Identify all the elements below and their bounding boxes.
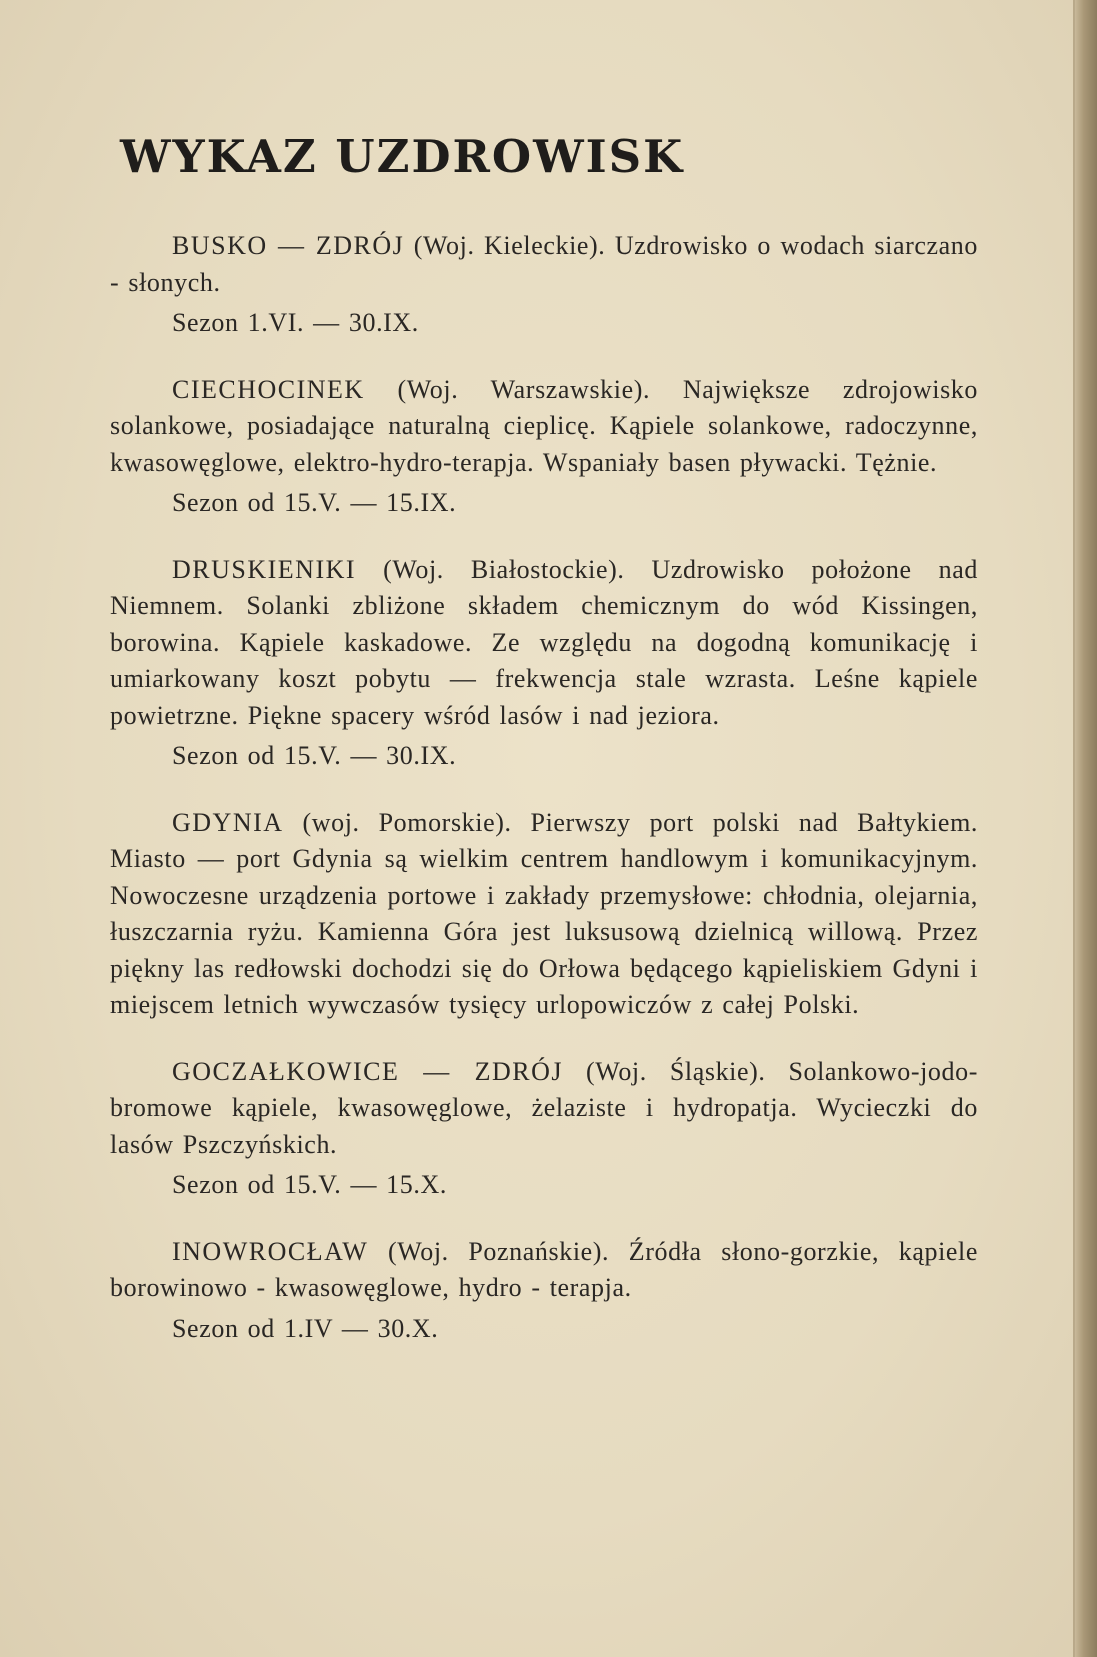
spa-description [110, 1054, 978, 1164]
spa-description [110, 805, 978, 1024]
spa-name: GDYNIA [172, 807, 284, 837]
spa-list [110, 228, 978, 1377]
spa-text: (Woj. Kieleckie). Uzdrowisko o wodach siarczano - słonych. [110, 231, 978, 297]
spa-text: (Woj. Warszawskie). Największe zdrojowisko solankowe, posiadające naturalną cieplicę. Kąpiele solankowe, radoczynne, kwasowęglowe, elektro-hydro-terapja. Wspaniały basen pływacki. Tężnie. [110, 374, 979, 477]
spa-description [110, 1234, 978, 1307]
spa-season: Sezon 1.VI. — 30.IX. [172, 308, 419, 337]
spa-name: INOWROCŁAW [172, 1236, 369, 1266]
spa-entry-druskieniki [110, 552, 978, 775]
spa-name: GOCZAŁKOWICE — ZDRÓJ [172, 1056, 564, 1086]
spa-entry-busko [110, 228, 978, 342]
spa-description [110, 228, 978, 301]
spa-text: (woj. Pomorskie). Pierwszy port polski nad Bałtykiem. Miasto — port Gdynia są wielkim centrem handlowym i komunikacyjnym. Nowoczesne urządzenia portowe i zakłady przemysłowe: chłodnia, olejarnia, łuszczarnia ryżu. Kamienna Góra jest luksusową dzielnicą willową. Przez piękny las redłowski dochodzi się do Orłowa będącego kąpieliskiem Gdyni i miejscem letnich wywczasów tysięcy urlopowiczów z całej Polski. [110, 807, 978, 1019]
spa-text: (Woj. Białostockie). Uzdrowisko położone nad Niemnem. Solanki zbliżone składem chemicznym do wód Kissingen, borowina. Kąpiele kaskadowe. Ze względu na dogodną komunikację i umiarkowany koszt pobytu — frekwencja stale wzrasta. Leśne kąpiele powietrzne. Piękne spacery wśród lasów i nad jeziora. [110, 554, 978, 730]
spa-season: Sezon od 15.V. — 15.IX. [172, 488, 457, 517]
spa-text: (Woj. Śląskie). Solankowo-jodo-bromowe kąpiele, kwasowęglowe, żelaziste i hydropatja. Wycieczki do lasów Pszczyńskich. [110, 1056, 978, 1159]
spa-season: Sezon od 15.V. — 30.IX. [172, 741, 457, 770]
spa-name: DRUSKIENIKI [172, 554, 357, 584]
spa-season: Sezon od 1.IV — 30.X. [172, 1313, 439, 1343]
spa-name: CIECHOCINEK [172, 374, 365, 404]
spa-entry-gdynia [110, 805, 978, 1024]
spa-text: (Woj. Poznańskie). Źródła słono-gorzkie, kąpiele borowinowo - kwasowęglowe, hydro - terapja. [110, 1236, 978, 1302]
spa-entry-ciechocinek [110, 372, 978, 522]
spa-entry-goczalkowice [110, 1054, 978, 1204]
spa-description [110, 372, 978, 482]
spa-season: Sezon od 15.V. — 15.X. [172, 1170, 447, 1199]
page-title: WYKAZ UZDROWISK [120, 130, 685, 183]
spa-name: BUSKO — ZDRÓJ [172, 231, 405, 260]
page-edge [1075, 0, 1097, 1657]
spa-entry-inowroclaw [110, 1234, 978, 1348]
spa-description [110, 552, 978, 735]
